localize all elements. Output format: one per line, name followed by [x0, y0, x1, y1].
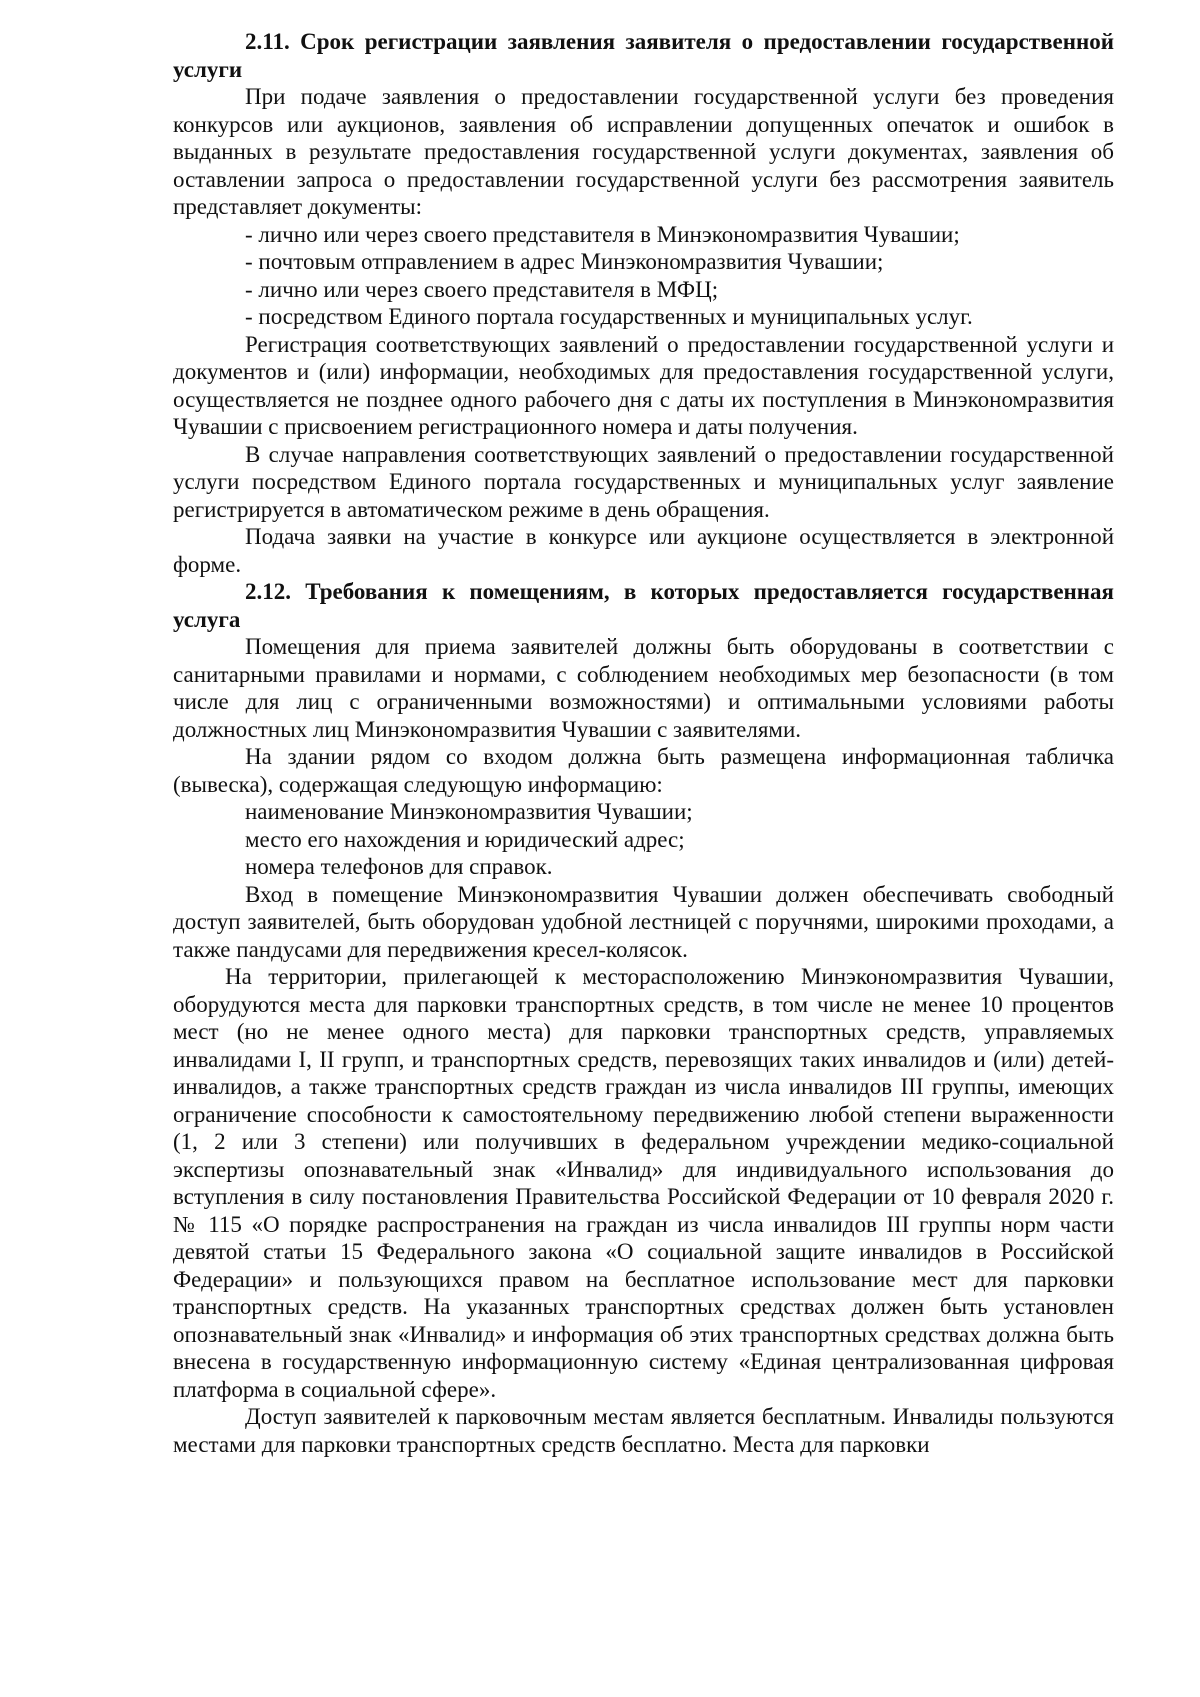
registration-paragraph: Регистрация соответствующих заявлений о предоставлении государственной услуги и документов и (или) информации, необходимых для предоставления государственной услуги, осуществляется не позднее одного рабочего дня с даты их поступления в Минэкономразвития Чувашии с присвоением регистрационного номера и даты получения. — [173, 331, 1114, 439]
list-item: наименование Минэкономразвития Чувашии; — [245, 799, 693, 824]
parking-paragraph: На территории, прилегающей к месторасположению Минэкономразвития Чувашии, оборудуются места для парковки транспортных средств, в том числе не менее 10 процентов мест (но не менее одного места) для парковки транспортных средств, управляемых инвалидами I, II групп, и транспортных средств, перевозящих таких инвалидов и (или) детей-инвалидов, а также транспортных средств граждан из числа инвалидов III группы, имеющих ограничение способности к самостоятельному передвижению любой степени выраженности (1, 2 или 3 степени) или получивших в федеральном учреждении медико-социальной экспертизы опознавательный знак «Инвалид» для индивидуального использования до вступления в силу постановления Правительства Российской Федерации от 10 февраля 2020 г. № 115 «О порядке распространения на граждан из числа инвалидов III группы норм части девятой статьи 15 Федерального закона «О социальной защите инвалидов в Российской Федерации» и пользующихся правом на бесплатное использование мест для парковки транспортных средств. На указанных транспортных средствах должен быть установлен опознавательный знак «Инвалид» и информация об этих транспортных средствах должна быть внесена в государственную информационную систему «Единая централизованная цифровая платформа в социальной сфере». — [173, 964, 1114, 1402]
section-2-11-heading: 2.11. Срок регистрации заявления заявителя о предоставлении государственной услуги — [173, 29, 1114, 82]
portal-paragraph: В случае направления соответствующих заявлений о предоставлении государственной услуги посредством Единого портала государственных и муниципальных услуг заявление регистрируется в автоматическом режиме в день обращения. — [173, 441, 1114, 522]
free-access-paragraph: Доступ заявителей к парковочным местам является бесплатным. Инвалиды пользуются местами для парковки транспортных средств бесплатно. Места для парковки — [173, 1404, 1114, 1457]
section-2-11-intro: При подаче заявления о предоставлении государственной услуги без проведения конкурсов или аукционов, заявления об исправлении допущенных опечаток и ошибок в выданных в результате предоставления государственной услуги документах, заявления об оставлении запроса о предоставлении государственной услуги без рассмотрения заявитель представляет документы: — [173, 84, 1114, 219]
section-2-12-heading: 2.12. Требования к помещениям, в которых предоставляется государственная услуга — [173, 579, 1114, 632]
list-item: номера телефонов для справок. — [245, 854, 553, 879]
list-item: - лично или через своего представителя в МФЦ; — [245, 276, 719, 302]
rooms-paragraph: Помещения для приема заявителей должны быть оборудованы в соответствии с санитарными правилами и нормами, с соблюдением необходимых мер безопасности (в том числе для лиц с ограниченными возможностями) и оптимальными условиями работы должностных лиц Минэкономразвития Чувашии с заявителями. — [173, 634, 1114, 742]
electronic-paragraph: Подача заявки на участие в конкурсе или аукционе осуществляется в электронной форме. — [173, 524, 1114, 577]
list-item: место его нахождения и юридический адрес; — [245, 826, 685, 852]
list-item: - почтовым отправлением в адрес Минэкономразвития Чувашии; — [245, 249, 884, 274]
list-item: - лично или через своего представителя в Минэкономразвития Чувашии; — [245, 221, 960, 247]
entrance-paragraph: Вход в помещение Минэкономразвития Чувашии должен обеспечивать свободный доступ заявителей, быть оборудован удобной лестницей с поручнями, широкими проходами, а также пандусами для передвижения кресел-колясок. — [173, 881, 1114, 962]
sign-intro-paragraph: На здании рядом со входом должна быть размещена информационная табличка (вывеска), содержащая следующую информацию: — [173, 744, 1114, 797]
list-item: - посредством Единого портала государственных и муниципальных услуг. — [245, 304, 973, 329]
